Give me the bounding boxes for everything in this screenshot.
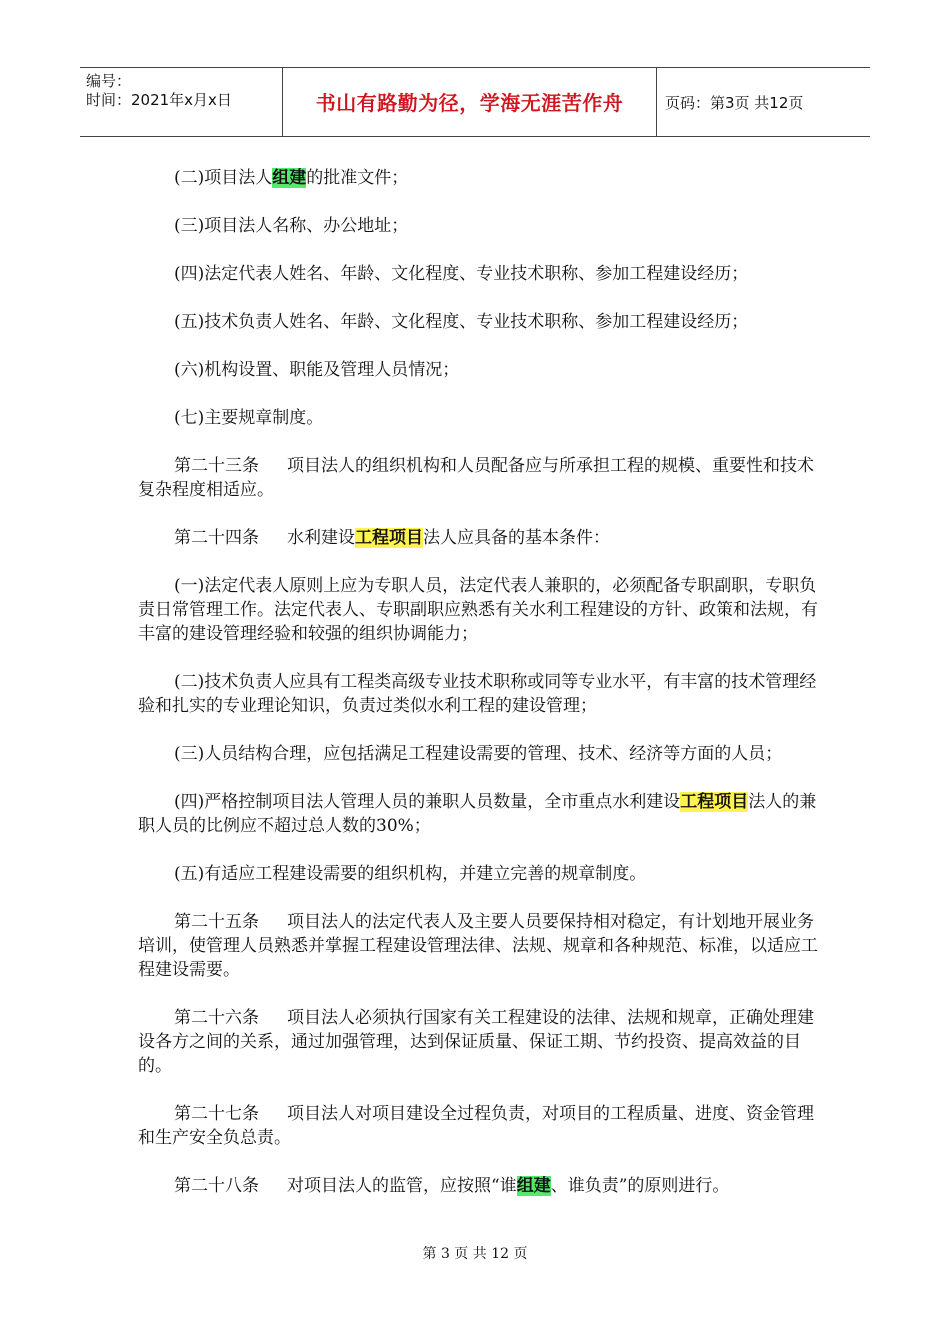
article-number: 第二十七条	[174, 1104, 259, 1124]
body-paragraph	[138, 574, 818, 646]
body-paragraph	[138, 310, 818, 334]
body-paragraph	[138, 862, 818, 886]
article-number: 第二十六条	[174, 1008, 259, 1028]
paragraph-text: (一)法定代表人原则上应为专职人员，法定代表人兼职的，必须配备专职副职，专职负责日常管理工作。法定代表人、专职副职应熟悉有关水利工程建设的方针、政策和法规，有丰富的建设管理经验和较强的组织协调能力；	[138, 576, 818, 644]
highlighted-term: 组建	[272, 168, 307, 188]
document-date-label: 时间：2021年x月x日	[86, 91, 232, 109]
paragraph-text: 项目法人必须执行国家有关工程建设的法律、法规和规章，正确处理建设各方之间的关系，通过加强管理，达到保证质量、保证工期、节约投资、提高效益的目的。	[138, 1008, 814, 1076]
paragraph-text: 对项目法人的监管，应按照“谁	[287, 1176, 517, 1196]
body-paragraph	[138, 742, 818, 766]
highlighted-term: 工程项目	[355, 528, 423, 548]
paragraph-text: (五)有适应工程建设需要的组织机构，并建立完善的规章制度。	[174, 864, 647, 884]
paragraph-text: (七)主要规章制度。	[174, 408, 324, 428]
body-paragraph	[138, 910, 818, 982]
header-page-info: 页码：第3页 共12页	[665, 94, 804, 112]
paragraph-text: (六)机构设置、职能及管理人员情况；	[174, 360, 460, 380]
body-paragraph	[138, 526, 818, 550]
article-number: 第二十三条	[174, 456, 259, 476]
article-number: 第二十四条	[174, 528, 259, 548]
paragraph-text: 项目法人对项目建设全过程负责，对项目的工程质量、进度、资金管理和生产安全负总责。	[138, 1104, 814, 1148]
body-paragraph	[138, 358, 818, 382]
paragraph-text: 项目法人的组织机构和人员配备应与所承担工程的规模、重要性和技术复杂程度相适应。	[138, 456, 814, 500]
body-paragraph	[138, 454, 818, 502]
body-paragraph	[138, 1006, 818, 1078]
paragraph-text: 法人应具备的基本条件：	[423, 528, 610, 548]
paragraph-text: (四)法定代表人姓名、年龄、文化程度、专业技术职称、参加工程建设经历；	[174, 264, 749, 284]
body-paragraph	[138, 1102, 818, 1150]
highlighted-term: 工程项目	[680, 792, 749, 812]
paragraph-text: 法人的兼职人员的比例应不超过总人数的30%；	[138, 792, 817, 836]
paragraph-text: 、谁负责”的原则进行。	[550, 1176, 730, 1196]
body-paragraph	[138, 670, 818, 718]
body-paragraph	[138, 214, 818, 238]
body-paragraph	[138, 262, 818, 286]
paragraph-text: (三)人员结构合理，应包括满足工程建设需要的管理、技术、经济等方面的人员；	[174, 744, 783, 764]
body-paragraph	[138, 166, 818, 190]
article-number: 第二十八条	[174, 1176, 259, 1196]
page-header	[80, 67, 870, 137]
paragraph-text: (二)项目法人	[174, 168, 273, 188]
article-number: 第二十五条	[174, 912, 259, 932]
paragraph-text: 的批准文件；	[306, 168, 409, 188]
body-paragraph	[138, 406, 818, 430]
document-body	[138, 166, 818, 1222]
paragraph-text: (四)严格控制项目法人管理人员的兼职人员数量，全市重点水利建设	[174, 792, 681, 812]
paragraph-text: 水利建设	[287, 528, 355, 548]
header-motto: 书山有路勤为径，学海无涯苦作舟	[283, 68, 657, 136]
paragraph-text: 项目法人的法定代表人及主要人员要保持相对稳定，有计划地开展业务培训，使管理人员熟悉并掌握工程建设管理法律、法规、规章和各种规范、标准，以适应工程建设需要。	[138, 912, 818, 980]
highlighted-term: 组建	[516, 1176, 551, 1196]
page-footer: 第 3 页 共 12 页	[422, 1246, 528, 1262]
paragraph-text: (五)技术负责人姓名、年龄、文化程度、专业技术职称、参加工程建设经历；	[174, 312, 749, 332]
paragraph-text: (三)项目法人名称、办公地址；	[174, 216, 409, 236]
body-paragraph	[138, 790, 818, 838]
body-paragraph	[138, 1174, 818, 1198]
document-number-label: 编号：	[86, 72, 132, 90]
paragraph-text: (二)技术负责人应具有工程类高级专业技术职称或同等专业水平，有丰富的技术管理经验和扎实的专业理论知识，负责过类似水利工程的建设管理；	[138, 672, 817, 716]
header-meta-cell	[80, 68, 283, 136]
